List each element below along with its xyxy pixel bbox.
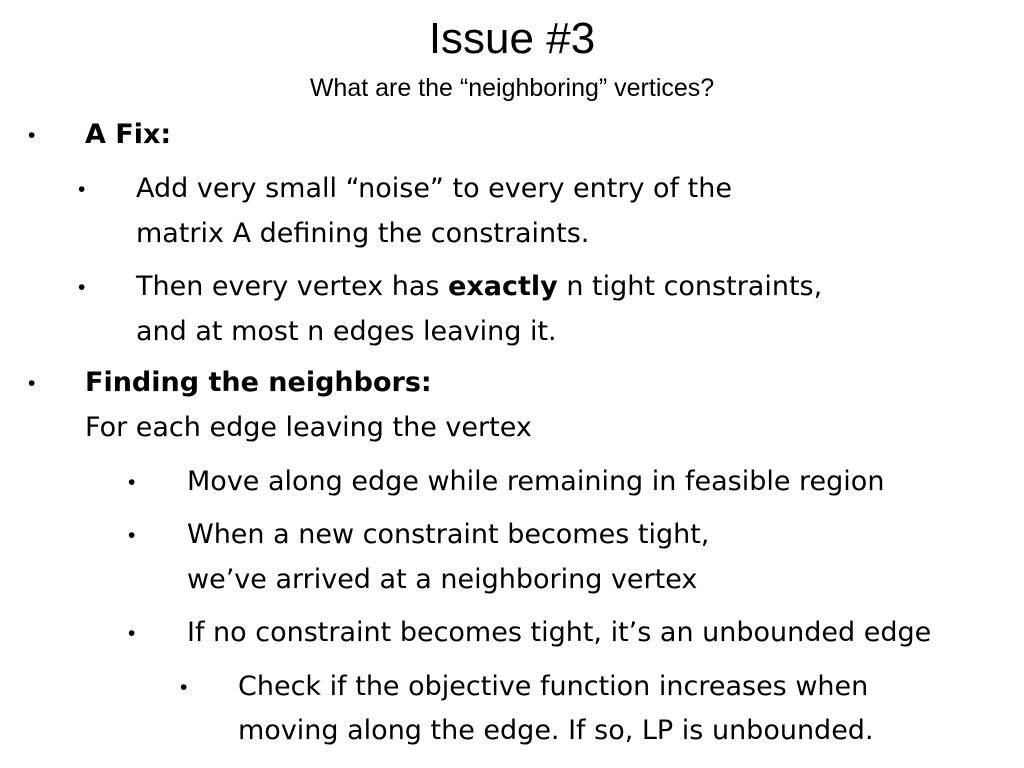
add-noise-line-2: matrix A defining the constraints. <box>136 218 590 249</box>
bullet-icon: • <box>128 622 136 645</box>
slide-subtitle: What are the “neighboring” vertices? <box>309 74 715 102</box>
emphasis-exactly: exactly <box>448 271 558 302</box>
no-constraint-line-1: If no constraint becomes tight, it’s an unbounded edge <box>187 617 932 648</box>
bullet-icon: • <box>78 276 86 299</box>
check-line-2: moving along the edge. If so, LP is unbounded. <box>238 715 874 746</box>
bullet-icon: • <box>128 524 136 547</box>
finding-line-2: For each edge leaving the vertex <box>85 412 532 443</box>
bullet-icon: • <box>128 471 136 494</box>
then-every-line-2: and at most n edges leaving it. <box>136 316 557 347</box>
new-constraint-line-1: When a new constraint becomes tight, <box>187 519 710 550</box>
then-every-line-1: Then every vertex has exactly n tight constraints, <box>136 271 823 302</box>
new-constraint-line-2: we’ve arrived at a neighboring vertex <box>187 564 698 595</box>
bullet-icon: • <box>180 676 188 699</box>
bullet-icon: • <box>28 124 36 147</box>
a-fix-label: A Fix: <box>85 119 172 150</box>
finding-label: Finding the neighbors: <box>85 367 432 398</box>
check-line-1: Check if the objective function increases when <box>238 671 869 702</box>
slide-title: Issue #3 <box>428 14 596 63</box>
bullet-icon: • <box>28 372 36 395</box>
add-noise-line-1: Add very small “noise” to every entry of the <box>136 173 732 204</box>
bullet-icon: • <box>78 178 86 201</box>
move-along-line-1: Move along edge while remaining in feasible region <box>187 466 885 497</box>
